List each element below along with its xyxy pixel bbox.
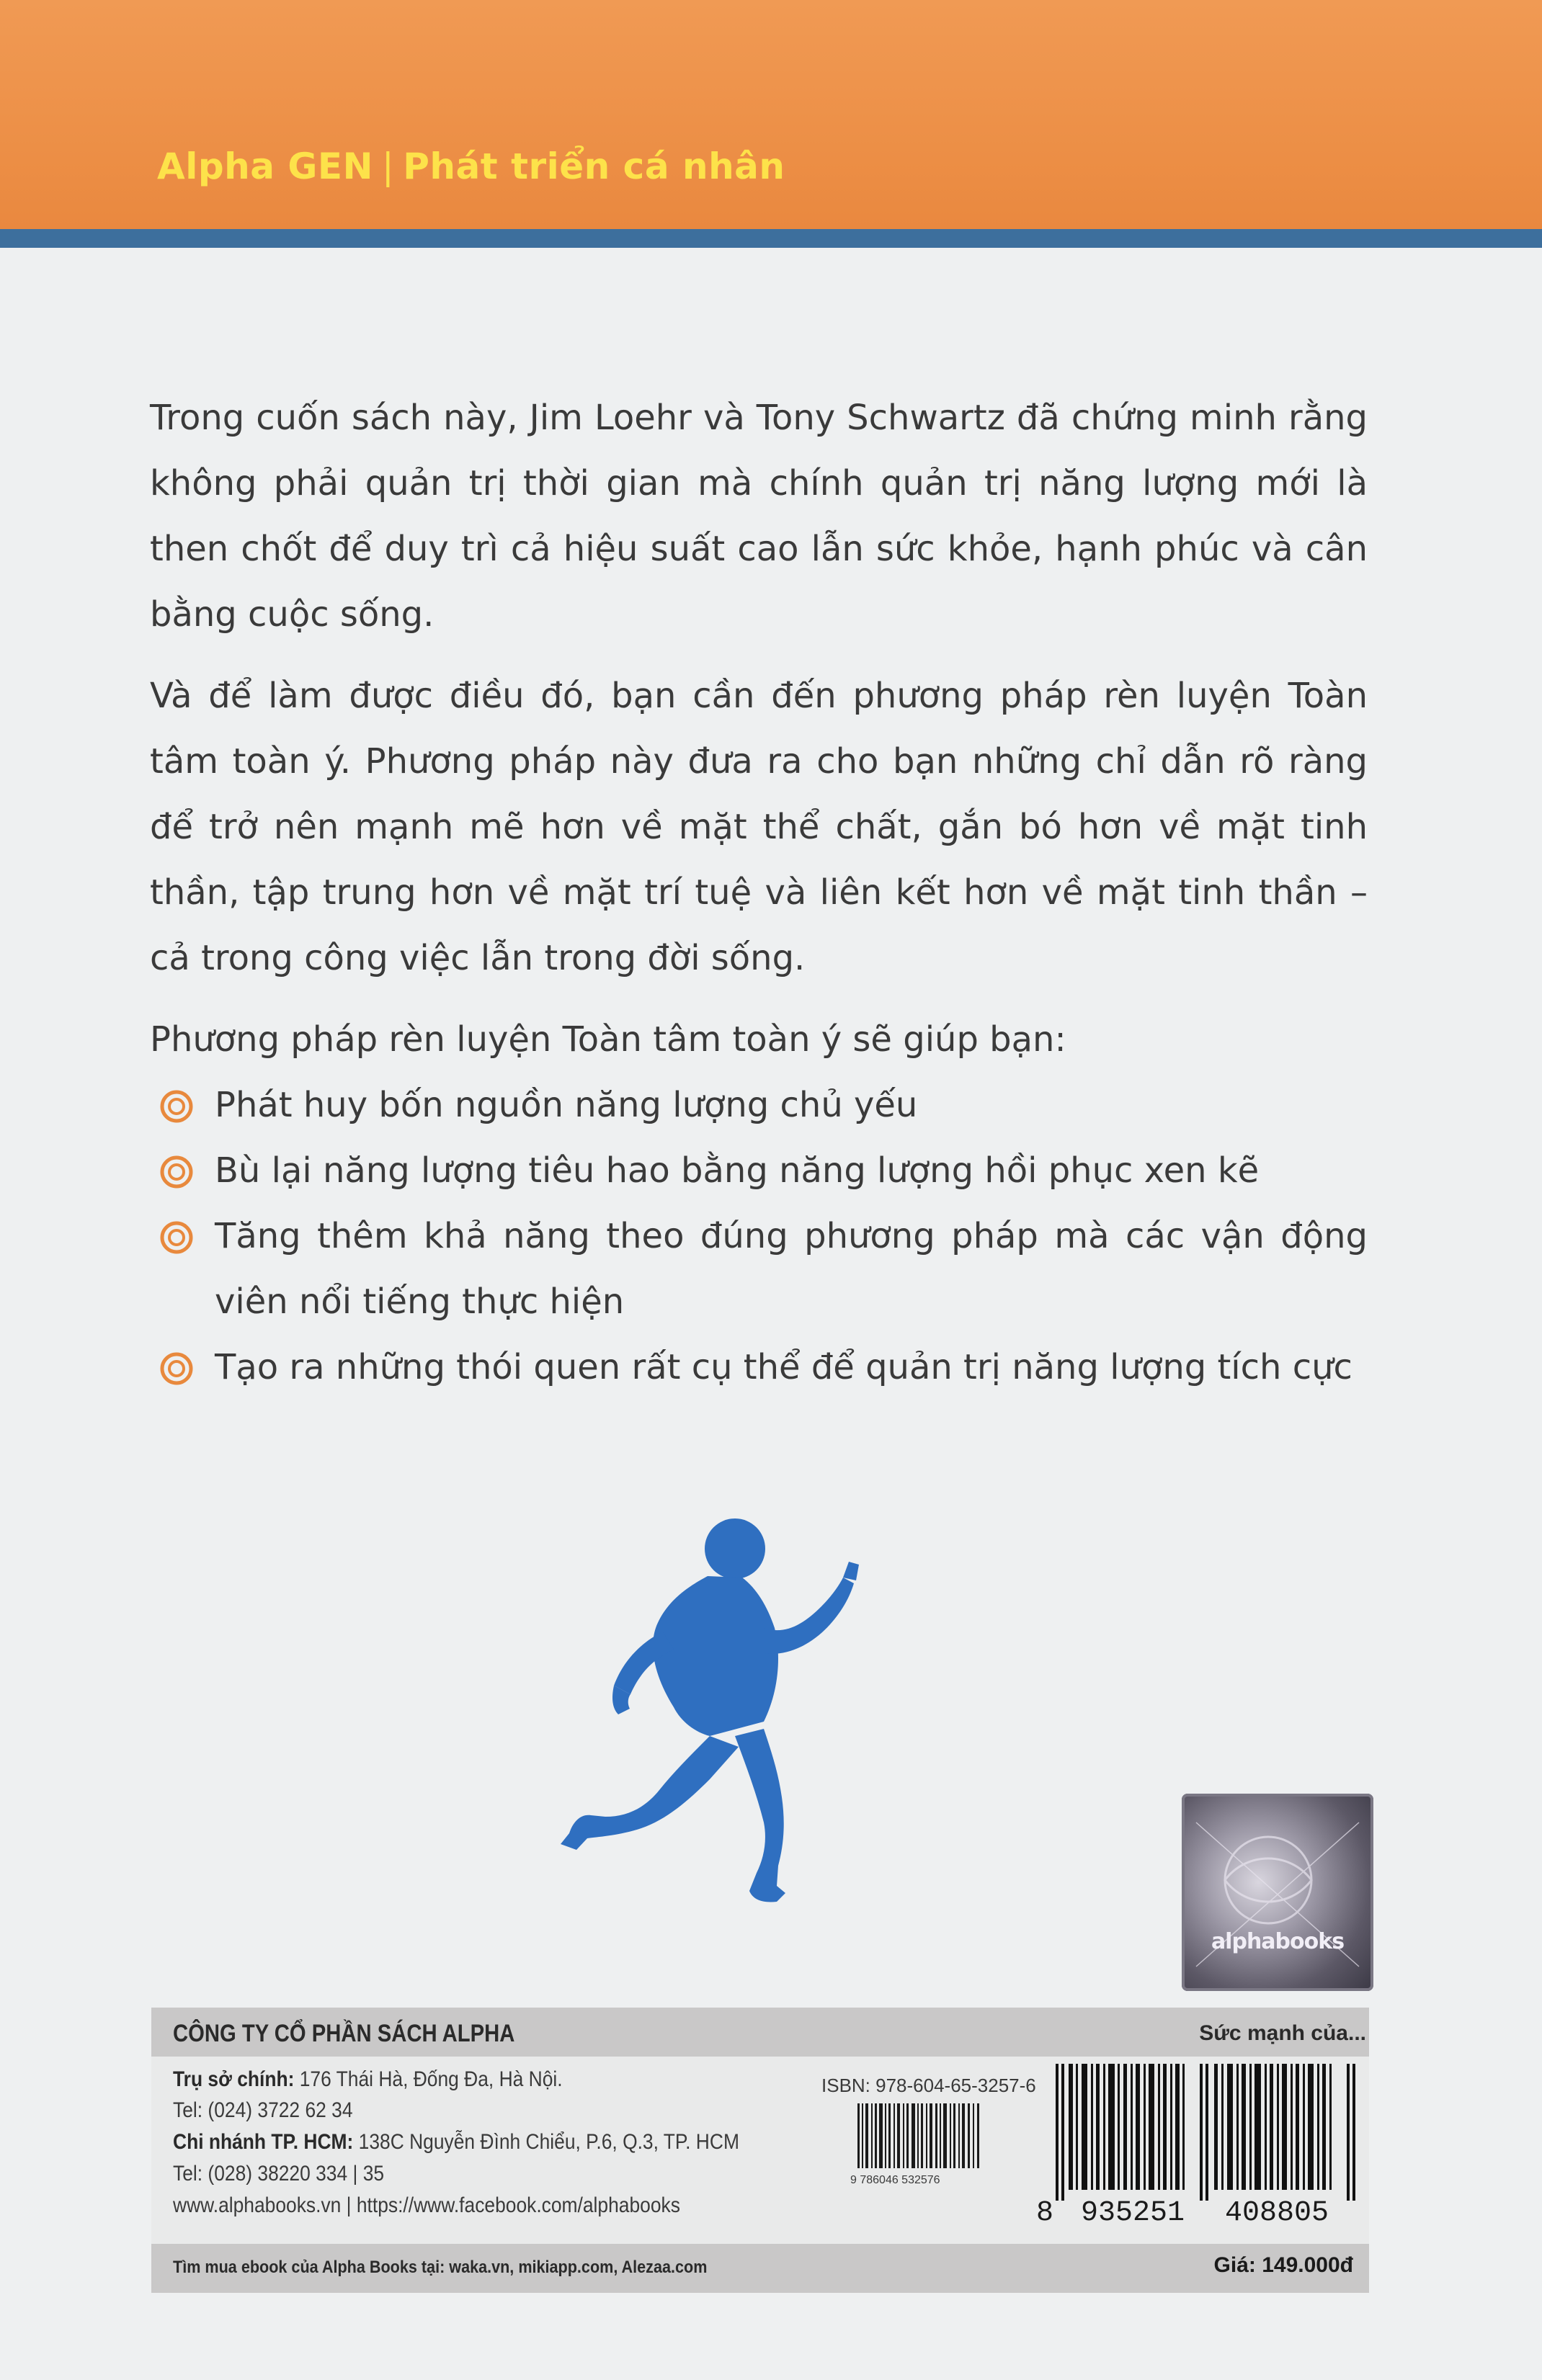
blurb-paragraph-1: Trong cuốn sách này, Jim Loehr và Tony Schwartz đã chứng minh rằng không phải quản trị thời gian mà chính quản trị năng lượng mới là then chốt để duy trì cả hiệu suất cao lẫn sức khỏe, hạnh phúc và cân bằng cuộc sống. (150, 398, 1368, 635)
barcode-digit-right: 408805 (1225, 2197, 1329, 2229)
main-barcode-icon (1056, 2064, 1358, 2201)
list-item (150, 1138, 1368, 1204)
isbn: ISBN: 978-604-65-3257-6 (821, 2075, 1036, 2096)
tel-2: Tel: (028) 38220 334 | 35 (173, 2162, 385, 2186)
back-cover-blurb (150, 385, 1368, 1400)
list-item-text: Phát huy bốn nguồn năng lượng chủ yếu (215, 1085, 918, 1125)
ring-bullet-icon (160, 1090, 193, 1123)
price: Giá: 149.000đ (1213, 2253, 1353, 2277)
blue-rule (0, 229, 1542, 248)
list-item-text: Tạo ra những thói quen rất cụ thể để quản trị năng lượng tích cực (215, 1347, 1352, 1387)
list-item (150, 1073, 1368, 1138)
ebook-stores: Tìm mua ebook của Alpha Books tại: waka.vn, mikiapp.com, Alezaa.com (173, 2258, 708, 2277)
running-man-silhouette-icon (548, 1506, 879, 1909)
web-links: www.alphabooks.vn | https://www.facebook.com/alphabooks (173, 2193, 680, 2217)
sticker-brand: alphabooks (1211, 1929, 1345, 1954)
ring-bullet-icon (160, 1155, 193, 1189)
barcode-digit-left: 935251 (1081, 2197, 1185, 2229)
list-item (150, 1335, 1368, 1400)
head-office-address: 176 Thái Hà, Đống Đa, Hà Nội. (299, 2067, 563, 2091)
list-item-text: Bù lại năng lượng tiêu hao bằng năng lượng hồi phục xen kẽ (215, 1150, 1260, 1191)
list-item (150, 1204, 1368, 1335)
head-office-label: Trụ sở chính: (173, 2067, 295, 2091)
series-category: Phát triển cá nhân (403, 146, 785, 187)
company-name: CÔNG TY CỔ PHẦN SÁCH ALPHA (173, 2020, 515, 2047)
top-color-band (0, 0, 1542, 229)
list-item-text: Tăng thêm khả năng theo đúng phương pháp mà các vận động viên nổi tiếng thực hiện (215, 1216, 1368, 1322)
head-office-line (173, 2067, 563, 2092)
ring-bullet-icon (160, 1221, 193, 1254)
barcode-digit-prefix: 8 (1036, 2197, 1054, 2229)
tel-1: Tel: (024) 3722 62 34 (173, 2098, 353, 2122)
hologram-pattern-icon (1182, 1794, 1373, 1991)
benefit-list (150, 1073, 1368, 1400)
series-separator: | (381, 146, 395, 187)
tagline: Sức mạnh của... (1199, 2021, 1366, 2045)
branch-label: Chi nhánh TP. HCM: (173, 2130, 354, 2154)
series-name: Alpha GEN (157, 146, 373, 187)
branch-line (173, 2130, 739, 2155)
hologram-sticker (1182, 1794, 1373, 1991)
list-intro: Phương pháp rèn luyện Toàn tâm toàn ý sẽ giúp bạn: (150, 1019, 1066, 1060)
ring-bullet-icon (160, 1352, 193, 1385)
branch-address: 138C Nguyễn Đình Chiểu, P.6, Q.3, TP. HCM (358, 2130, 739, 2154)
small-barcode-icon (857, 2103, 980, 2168)
small-barcode-number: 9 786046 532576 (850, 2174, 940, 2186)
series-label (157, 146, 785, 187)
blurb-paragraph-2: Và để làm được điều đó, bạn cần đến phương pháp rèn luyện Toàn tâm toàn ý. Phương pháp này đưa ra cho bạn những chỉ dẫn rõ ràng để trở nên mạnh mẽ hơn về mặt thể chất, gắn bó hơn về mặt tinh thần, tập trung hơn về mặt trí tuệ và liên kết hơn về mặt tinh thần – cả trong công việc lẫn trong đời sống. (150, 676, 1368, 978)
